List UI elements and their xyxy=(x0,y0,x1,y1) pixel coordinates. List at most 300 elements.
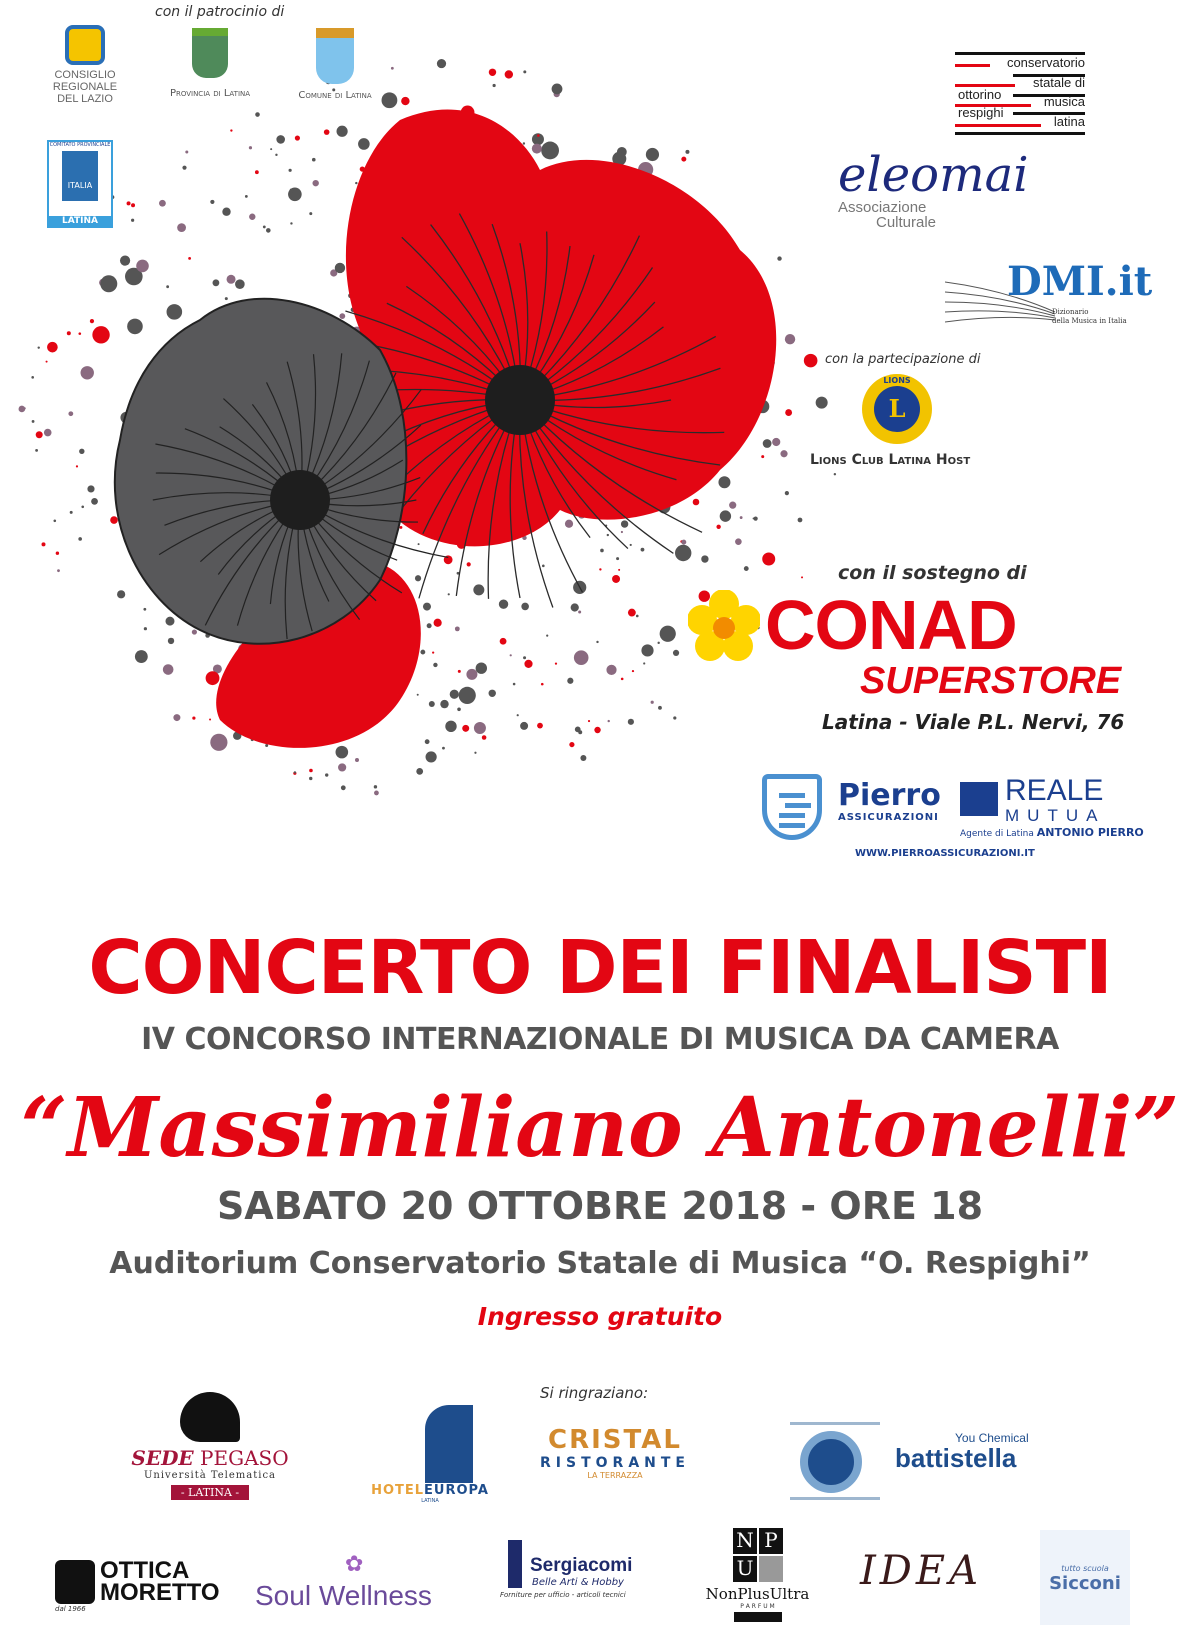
splatter-dot xyxy=(355,758,359,762)
splatter-dot xyxy=(355,182,357,184)
splatter-dot xyxy=(681,157,686,162)
coni-bottom: LATINA xyxy=(49,216,111,226)
sergiacomi-name: Sergiacomi xyxy=(530,1555,633,1576)
splatter-dot xyxy=(628,609,636,617)
splatter-dot xyxy=(740,516,743,519)
splatter-dot xyxy=(358,138,370,150)
event-title: CONCERTO DEI FINALISTI xyxy=(88,925,1112,1011)
splatter-dot xyxy=(517,714,519,716)
splatter-dot xyxy=(785,409,792,416)
splatter-dot xyxy=(510,654,512,656)
splatter-dot xyxy=(416,768,423,775)
cons-line-4: latina xyxy=(1053,114,1085,129)
pierro-url: WWW.PIERROASSICURAZIONI.IT xyxy=(855,848,1035,859)
splatter-dot xyxy=(777,256,781,260)
splatter-dot xyxy=(628,719,634,725)
hotel-b: EUROPA xyxy=(424,1483,489,1498)
splatter-dot xyxy=(275,154,277,156)
splatter-dot xyxy=(785,334,795,344)
pierro-name: Pierro xyxy=(838,778,941,813)
npu-sub: P A R F U M xyxy=(740,1603,775,1610)
splatter-dot xyxy=(462,725,469,732)
coni-top: COMITATO PROVINCIALE xyxy=(49,142,111,148)
splatter-dot xyxy=(53,519,56,522)
splatter-dot xyxy=(521,603,529,611)
splatter-dot xyxy=(476,663,487,674)
splatter-dot xyxy=(500,638,507,645)
splatter-dot xyxy=(312,180,318,186)
coni-latina-logo xyxy=(47,140,113,228)
splatter-dot xyxy=(513,683,516,686)
cons-line-1: conservatorio xyxy=(1006,55,1085,70)
splatter-dot xyxy=(290,222,292,224)
splatter-dot xyxy=(651,701,654,704)
splatter-dot xyxy=(38,346,40,348)
splatter-dot xyxy=(70,511,73,514)
splatter-dot xyxy=(120,256,130,266)
splatter-dot xyxy=(309,769,313,773)
splatter-dot xyxy=(466,669,477,680)
splatter-dot xyxy=(473,584,484,595)
splatter-dot xyxy=(467,562,471,566)
splatter-dot xyxy=(312,158,316,162)
lions-emblem xyxy=(862,374,932,444)
splatter-dot xyxy=(735,538,742,545)
splatter-dot xyxy=(339,313,345,319)
splatter-dot xyxy=(780,450,787,457)
splatter-dot xyxy=(552,83,563,94)
consiglio-label: CONSIGLIO REGIONALE DEL LAZIO xyxy=(52,69,118,105)
cons-respighi: respighi xyxy=(958,105,1004,120)
splatter-dot xyxy=(761,455,764,458)
splatter-dot xyxy=(57,569,60,572)
sergiacomi-logo xyxy=(500,1555,675,1599)
splatter-dot xyxy=(100,275,117,292)
splatter-dot xyxy=(675,545,691,561)
splatter-dot xyxy=(673,650,679,656)
battistella-chem: Chemical xyxy=(978,1431,1029,1445)
thanks-heading: Si ringraziano: xyxy=(540,1384,649,1402)
splatter-dot xyxy=(434,619,442,627)
splatter-dot xyxy=(79,449,84,454)
splatter-dot xyxy=(68,411,73,416)
eleomai-sub2: Culturale xyxy=(876,214,937,231)
splatter-dot xyxy=(46,361,48,363)
splatter-dot xyxy=(213,279,220,286)
splatter-dot xyxy=(437,59,446,68)
pegaso-city: - LATINA - xyxy=(171,1485,249,1500)
eleomai-logo xyxy=(838,147,1029,231)
splatter-dot xyxy=(580,755,586,761)
splatter-dot xyxy=(225,297,228,300)
splatter-dot xyxy=(36,431,43,438)
splatter-dot xyxy=(660,626,676,642)
splatter-dot xyxy=(499,599,508,608)
cristal-sub: RISTORANTE xyxy=(540,1455,690,1471)
splatter-dot xyxy=(718,476,730,488)
splatter-dot xyxy=(159,200,166,207)
hotel-a: HOTEL xyxy=(371,1483,425,1498)
splatter-dot xyxy=(578,610,581,613)
splatter-dot xyxy=(249,146,252,149)
splatter-dot xyxy=(798,518,803,523)
splatter-dot xyxy=(596,641,598,643)
splatter-dot xyxy=(230,129,232,131)
splatter-dot xyxy=(206,671,220,685)
splatter-dot xyxy=(657,642,659,644)
coni-emblem: ITALIA xyxy=(62,151,98,201)
splatter-dot xyxy=(263,226,266,229)
battistella-you: You xyxy=(955,1431,976,1445)
splatter-dot xyxy=(537,134,540,137)
splatter-dot xyxy=(474,752,476,754)
splatter-dot xyxy=(716,525,720,529)
splatter-dot xyxy=(621,531,623,533)
splatter-dot xyxy=(391,67,394,70)
pierro-sub: ASSICURAZIONI xyxy=(838,812,939,823)
ottica-l1: OTTICA xyxy=(100,1557,190,1584)
splatter-dot xyxy=(47,342,58,353)
splatter-dot xyxy=(192,716,195,719)
splatter-dot xyxy=(56,552,59,555)
splatter-dot xyxy=(340,128,342,130)
sicconi-logo xyxy=(1040,1530,1130,1625)
cristal-tag: LA TERRAZZA xyxy=(587,1471,643,1480)
splatter-dot xyxy=(804,354,818,368)
splatter-dot xyxy=(643,662,645,664)
cons-ottorino: ottorino xyxy=(958,87,1002,102)
splatter-dot xyxy=(574,650,589,665)
ottica-l2: MORETTO xyxy=(100,1579,220,1606)
splatter-dot xyxy=(309,212,312,215)
splatter-dot xyxy=(182,166,186,170)
reale-text: REALE xyxy=(1005,774,1104,807)
splatter-dot xyxy=(81,506,84,509)
comune-label: Comune di Latina xyxy=(298,90,372,101)
hotel-city: LATINA xyxy=(421,1498,439,1504)
splatter-dot xyxy=(309,777,312,780)
splatter-dot xyxy=(210,200,214,204)
provincia-crest-icon xyxy=(192,28,228,78)
splatter-dot xyxy=(81,366,94,379)
splatter-dot xyxy=(168,638,174,644)
sicconi-top: tutto scuola xyxy=(1061,1564,1109,1573)
splatter-dot xyxy=(418,543,420,545)
splatter-dot xyxy=(131,219,134,222)
splatter-dot xyxy=(209,718,211,720)
agent-name: ANTONIO PIERRO xyxy=(1036,826,1144,839)
splatter-dot xyxy=(762,552,775,565)
splatter-dot xyxy=(341,785,346,790)
splatter-dot xyxy=(335,263,345,273)
splatter-dot xyxy=(772,438,780,446)
conservatorio-left-text xyxy=(958,86,1004,122)
reale-mutua-icon xyxy=(960,782,998,816)
splatter-dot xyxy=(90,319,94,323)
splatter-dot xyxy=(295,135,300,140)
splatter-dot xyxy=(520,722,528,730)
event-date: SABATO 20 OTTOBRE 2018 - ORE 18 xyxy=(216,1184,984,1228)
splatter-dot xyxy=(785,491,789,495)
pegaso-sub: Università Telematica xyxy=(143,1470,277,1481)
dmi-sub xyxy=(1052,308,1127,326)
splatter-dot xyxy=(78,537,82,541)
pierro-shield-icon xyxy=(762,774,822,840)
splatter-dot xyxy=(681,540,686,545)
support-heading: con il sostegno di xyxy=(838,562,1027,584)
npu-name: NonPlusUltra xyxy=(705,1585,810,1603)
ottica-moretto-logo xyxy=(100,1557,220,1606)
splatter-dot xyxy=(270,148,272,150)
cons-line-2: statale di xyxy=(1032,75,1085,90)
consiglio-emblem-icon xyxy=(65,25,105,65)
splatter-dot xyxy=(729,502,736,509)
splatter-dot xyxy=(532,144,542,154)
agent-line xyxy=(960,826,1144,839)
ottica-since: dal 1966 xyxy=(55,1605,86,1613)
hotel-europa-flag-icon xyxy=(425,1405,473,1483)
splatter-dot xyxy=(185,150,188,153)
splatter-dot xyxy=(569,742,574,747)
conad-superstore: SUPERSTORE xyxy=(860,660,1122,702)
splatter-dot xyxy=(571,603,579,611)
splatter-dot xyxy=(555,663,557,665)
event-venue: Auditorium Conservatorio Statale di Musica “O. Respighi” xyxy=(109,1246,1091,1281)
splatter-dot xyxy=(35,449,38,452)
splatter-dot xyxy=(763,439,772,448)
splatter-dot xyxy=(457,707,461,711)
splatter-dot xyxy=(685,150,689,154)
splatter-dot xyxy=(458,670,461,673)
splatter-dot xyxy=(432,651,434,653)
conad-flower-icon xyxy=(688,590,760,662)
sergiacomi-tag: Forniture per ufficio - articoli tecnici xyxy=(500,1591,626,1599)
splatter-dot xyxy=(374,785,377,788)
splatter-dot xyxy=(117,590,125,598)
splatter-dot xyxy=(489,690,496,697)
battistella-globe-icon xyxy=(790,1422,880,1500)
eleomai-name: eleomai xyxy=(838,147,1029,203)
splatter-dot xyxy=(19,406,26,413)
splatter-dot xyxy=(427,623,432,628)
splatter-dot xyxy=(92,326,109,343)
splatter-dot xyxy=(255,112,260,117)
splatter-dot xyxy=(658,706,662,710)
splatter-dot xyxy=(42,542,46,546)
splatter-dot xyxy=(163,664,174,675)
splatter-dot xyxy=(415,575,421,581)
splatter-dot xyxy=(594,727,600,733)
splatter-dot xyxy=(565,520,573,528)
splatter-dot xyxy=(440,700,448,708)
lions-label: Lions Club Latina Host xyxy=(810,452,971,468)
splatter-dot xyxy=(423,603,431,611)
splatter-dot xyxy=(459,687,476,704)
splatter-dot xyxy=(136,260,149,273)
comune-crest-icon xyxy=(316,28,354,84)
splatter-dot xyxy=(523,70,526,73)
dmi-sub2: della Musica in Italia xyxy=(1052,317,1127,325)
pegaso-name: PEGASO xyxy=(200,1446,289,1470)
splatter-dot xyxy=(641,644,653,656)
splatter-dot xyxy=(455,626,460,631)
hotel-europa-logo xyxy=(355,1405,505,1504)
splatter-dot xyxy=(834,473,836,475)
splatter-dot xyxy=(173,714,180,721)
splatter-dot xyxy=(482,735,487,740)
idea-logo: IDEA xyxy=(860,1548,982,1594)
splatter-dot xyxy=(546,634,548,636)
splatter-dot xyxy=(701,555,708,562)
splatter-dot xyxy=(612,575,620,583)
splatter-dot xyxy=(91,498,98,505)
splatter-dot xyxy=(630,544,632,546)
soul-wellness-logo: Soul Wellness xyxy=(255,1580,432,1611)
conad-logo-text: CONAD xyxy=(765,586,1017,664)
cristal-logo xyxy=(525,1425,705,1480)
splatter-dot xyxy=(608,720,610,722)
splatter-dot xyxy=(127,201,131,205)
mutua-text: MUTUA xyxy=(1005,806,1106,825)
splatter-dot xyxy=(131,203,135,207)
splatter-dot xyxy=(336,126,347,137)
splatter-dot xyxy=(433,663,437,667)
splatter-dot xyxy=(338,763,346,771)
splatter-dot xyxy=(541,142,559,160)
splatter-dot xyxy=(44,429,52,437)
splatter-dot xyxy=(290,189,294,193)
splatter-dot xyxy=(192,629,197,634)
splatter-dot xyxy=(445,721,456,732)
splatter-dot xyxy=(165,617,174,626)
splatter-dot xyxy=(143,608,146,611)
splatter-dot xyxy=(616,557,619,560)
sede-pegaso-logo xyxy=(130,1392,290,1500)
patronage-heading: con il patrocinio di xyxy=(155,4,285,20)
splatter-dot xyxy=(110,516,118,524)
conad-address: Latina - Viale P.L. Nervi, 76 xyxy=(822,710,1125,734)
cons-line-3: musica xyxy=(1043,94,1085,109)
splatter-dot xyxy=(505,70,513,78)
splatter-dot xyxy=(417,694,419,696)
battistella-name: battistella xyxy=(895,1443,1017,1473)
pegasus-icon xyxy=(180,1392,240,1442)
lions-l-icon: L xyxy=(874,386,920,432)
splatter-dot xyxy=(222,208,230,216)
splatter-dot xyxy=(429,701,435,707)
splatter-dot xyxy=(489,69,496,76)
splatter-dot xyxy=(276,135,285,144)
splatter-dot xyxy=(374,791,379,796)
splatter-dot xyxy=(425,739,430,744)
splatter-dot xyxy=(135,650,148,663)
splatter-dot xyxy=(336,746,349,759)
sicconi-name: Sicconi xyxy=(1049,1573,1121,1594)
splatter-dot xyxy=(210,734,227,751)
splatter-dot xyxy=(76,465,78,467)
splatter-dot xyxy=(537,723,543,729)
splatter-dot xyxy=(166,285,169,288)
splatter-dot xyxy=(632,670,634,672)
soul-flower-icon: ✿ xyxy=(345,1552,364,1577)
splatter-dot xyxy=(67,331,71,335)
splatter-dot xyxy=(245,195,248,198)
npu-n: N xyxy=(733,1528,757,1554)
splatter-dot xyxy=(474,722,486,734)
splatter-dot xyxy=(266,228,271,233)
consiglio-regionale-logo xyxy=(40,25,130,105)
splatter-dot xyxy=(235,279,245,289)
splatter-dot xyxy=(744,566,749,571)
participation-heading: con la partecipazione di xyxy=(825,352,981,367)
splatter-dot xyxy=(720,510,731,521)
splatter-dot xyxy=(188,257,191,260)
splatter-dot xyxy=(255,170,259,174)
splatter-dot xyxy=(567,678,573,684)
splatter-dot xyxy=(541,683,544,686)
splatter-dot xyxy=(32,420,35,423)
splatter-dot xyxy=(401,97,409,105)
eleomai-sub1: Associazione xyxy=(838,199,927,216)
splatter-dot xyxy=(426,751,437,762)
splatter-dot xyxy=(801,576,803,578)
splatter-dot xyxy=(753,517,755,519)
provincia-latina-logo xyxy=(160,28,260,99)
ottica-moretto-icon xyxy=(55,1560,95,1604)
splatter-dot xyxy=(294,771,296,773)
dmi-sub1: Dizionario xyxy=(1052,308,1089,316)
splatter-dot xyxy=(523,656,526,659)
splatter-dot xyxy=(144,627,147,630)
splatter-dot xyxy=(450,690,459,699)
npu-p: P xyxy=(759,1528,783,1554)
splatter-dot xyxy=(265,744,268,747)
agent-prefix: Agente di Latina xyxy=(960,829,1034,839)
splatter-dot xyxy=(420,650,425,655)
event-subtitle: IV CONCORSO INTERNAZIONALE DI MUSICA DA CAMERA xyxy=(141,1022,1059,1057)
npu-blocks xyxy=(733,1528,783,1582)
splatter-dot xyxy=(646,148,659,161)
splatter-dot xyxy=(31,376,34,379)
splatter-dot xyxy=(606,665,616,675)
nonplusultra-logo xyxy=(700,1585,815,1624)
splatter-dot xyxy=(542,565,545,568)
splatter-dot xyxy=(227,275,236,284)
pierro-logo xyxy=(838,780,941,823)
splatter-dot xyxy=(673,716,676,719)
splatter-dot xyxy=(325,773,328,776)
battistella-logo xyxy=(895,1432,1029,1472)
provincia-label: Provincia di Latina xyxy=(169,88,251,99)
splatter-dot xyxy=(693,499,700,506)
lions-badge: LIONS xyxy=(883,376,911,385)
splatter-dot xyxy=(442,747,445,750)
sergiacomi-sub: Belle Arti & Hobby xyxy=(532,1577,624,1588)
npu-u: U xyxy=(733,1556,757,1582)
splatter-dot xyxy=(249,214,255,220)
splatter-dot xyxy=(621,520,628,527)
splatter-dot xyxy=(324,129,330,135)
splatter-dot xyxy=(621,678,624,681)
splatter-dot xyxy=(607,534,609,536)
splatter-dot xyxy=(600,549,604,553)
splatter-dot xyxy=(618,569,620,571)
splatter-dot xyxy=(588,720,590,722)
competition-name: “Massimiliano Antonelli” xyxy=(20,1080,1180,1176)
free-entry: Ingresso gratuito xyxy=(477,1302,723,1331)
splatter-dot xyxy=(524,660,532,668)
splatter-dot xyxy=(87,485,94,492)
